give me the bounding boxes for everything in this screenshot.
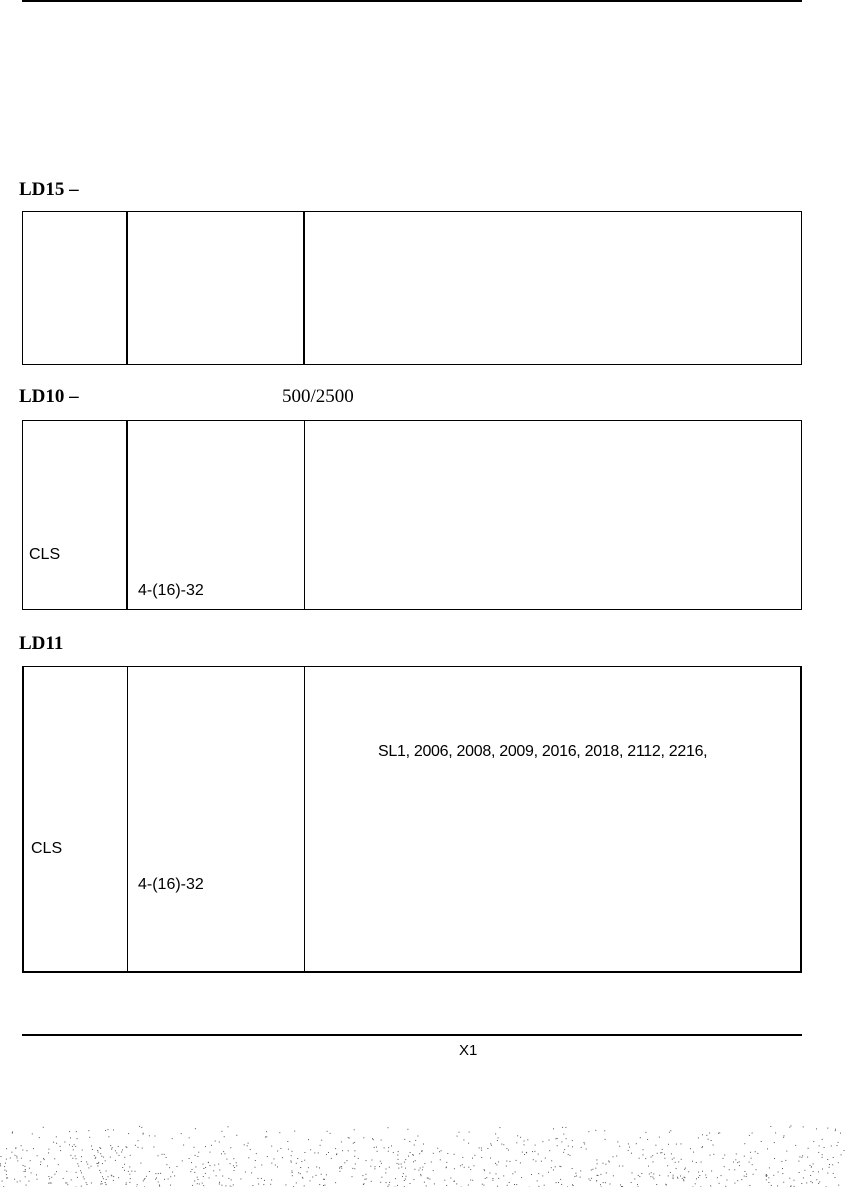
cell-model-list: SL1, 2006, 2008, 2009, 2016, 2018, 2112, 2216,: [378, 743, 708, 760]
top-rule: [22, 0, 802, 2]
page-label: X1: [459, 1042, 478, 1059]
table-border-bottom: [22, 364, 802, 365]
column-divider-1: [126, 211, 128, 365]
cell-cls: CLS: [29, 546, 61, 563]
cell-range: 4-(16)-32: [138, 582, 204, 599]
column-divider-2: [303, 211, 305, 365]
table-ld15: [22, 211, 802, 365]
scan-noise: [0, 1115, 845, 1187]
table-border-bottom: [22, 609, 802, 610]
table-border-top: [22, 211, 802, 212]
table-border-top: [22, 420, 802, 421]
table-border-left: [22, 666, 24, 973]
column-divider-2: [304, 420, 305, 610]
table-ld10: [22, 420, 802, 610]
table-border-right: [801, 211, 802, 365]
cell-range: 4-(16)-32: [138, 876, 204, 893]
table-border-bottom: [22, 971, 802, 973]
table-ld11: [22, 666, 802, 973]
column-divider-1: [126, 420, 128, 610]
heading-note-500-2500: 500/2500: [282, 386, 354, 407]
table-border-left: [22, 211, 23, 365]
table-border-left: [22, 420, 23, 610]
table-border-right: [801, 420, 802, 610]
footer-rule: [22, 1034, 802, 1036]
cell-cls: CLS: [31, 840, 63, 857]
column-divider-2: [304, 666, 305, 973]
table-border-top: [22, 666, 802, 667]
section-heading-ld11: LD11: [19, 633, 64, 654]
table-border-right: [800, 666, 802, 973]
section-heading-ld15: LD15 –: [19, 179, 79, 200]
section-heading-ld10: LD10 –: [19, 386, 79, 407]
column-divider-1: [127, 666, 128, 973]
